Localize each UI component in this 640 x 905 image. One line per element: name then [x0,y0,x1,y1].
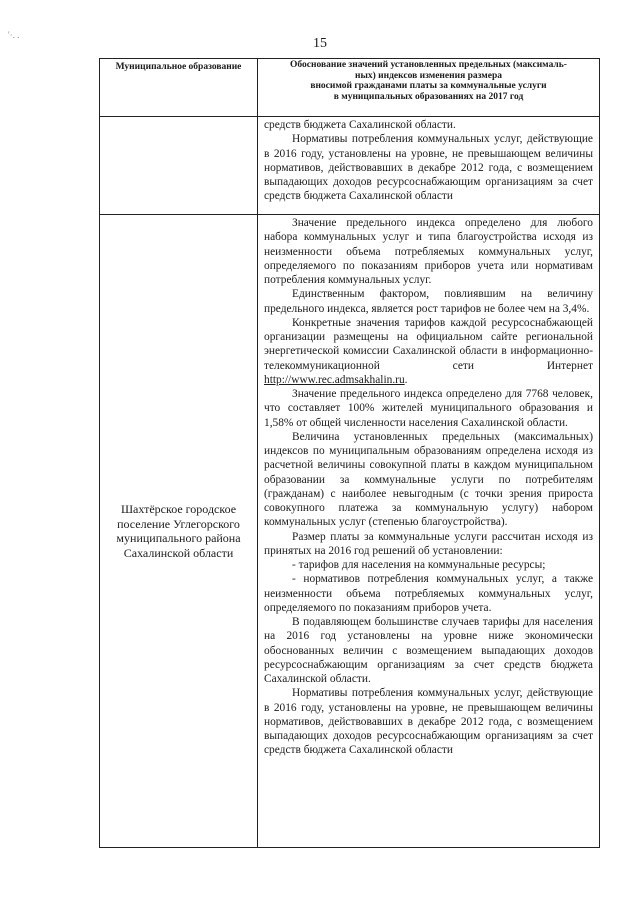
header-line: вносимой гражданами платы за коммунальные услуги [310,81,547,91]
table-row [100,117,600,215]
table-header-row [100,59,600,117]
municipality-cell [100,117,258,215]
paragraph: Значение предельного индекса определено для любого набора коммунальных услуг и типа благоустройства исходя из неизменности объема потребляемых коммунальных услуг, определяемого по показаниям приборов учета или нормативам потребления коммунальных услуг. [264,217,593,286]
paragraph: Размер платы за коммунальные услуги рассчитан исходя из принятых на 2016 год решений об установлении: [264,530,593,557]
rec-website-link[interactable]: http://www.rec.admsakhalin.ru [264,373,405,386]
justification-table [99,58,600,848]
paragraph: Величина установленных предельных (максимальных) индексов по муниципальным образованиям определена исходя из расчетной величины совокупной платы в каждом муниципальном образовании за коммунальные услуги по потребителям (гражданам) с наиболее невыгодным (с точки зрения прироста совокупного платежа за коммунальную услугу) набором коммунальных услуг (степенью благоустройства). [264,430,593,529]
justification-cell [258,117,600,215]
paragraph: - нормативов потребления коммунальных услуг, а также неизменности объема потребляемых коммунальных услуг, определяемого по показаниям приборов учета. [264,573,593,614]
header-municipality: Муниципальное образование [100,59,258,117]
justification-cell [258,215,600,848]
paragraph: Единственным фактором, повлиявшим на величину предельного индекса, является рост тарифов не более чем на 3,4%. [264,288,593,315]
header-justification [258,59,600,117]
paragraph: Нормативы потребления коммунальных услуг, действующие в 2016 году, установлены на уровне, не превышающем величины нормативов, действовавших в декабре 2012 года, с возмещением выпадающих доходов ресурсоснабжающим организациям за счет средств бюджета Сахалинской области [264,687,593,757]
page-number: 15 [313,36,327,51]
tariffs-text: Конкретные значения тарифов каждой ресурсоснабжающей организации размещены на официальном сайте региональной энергетической комиссии Сахалинской области в информационно-телекоммуникационной сети Интернет [264,316,593,372]
tariffs-tail: . [404,373,408,386]
header-line: Обоснование значений установленных предельных (максималь- [290,60,567,70]
header-line: ных) индексов изменения размера [354,70,503,81]
paragraph: - тарифов для населения на коммунальные ресурсы; [292,559,546,571]
table-row [100,215,600,848]
scan-mark: '·. . [8,30,20,40]
paragraph: Значение предельного индекса определено для 7768 человек, что составляет 100% жителей муниципального образования и 1,58% от общей численности населения Сахалинской области. [264,388,593,429]
header-line: в муниципальных образованиях на 2017 год [333,91,524,102]
paragraph: средств бюджета Сахалинской области. [264,119,456,131]
municipality-cell: Шахтёрское городское поселение Углегорского муниципального района Сахалинской области [100,215,258,848]
paragraph: Нормативы потребления коммунальных услуг, действующие в 2016 году, установлены на уровне, не превышающем величины нормативов, действовавших в декабре 2012 года, с возмещением выпадающих доходов ресурсоснабжающим организациям за счет средств бюджета Сахалинской области [264,133,593,203]
paragraph: В подавляющем большинстве случаев тарифы для населения на 2016 год установлены на уровне ниже экономически обоснованных величин с возмещением выпадающих доходов ресурсоснабжающим организациям за счет средств бюджета Сахалинской области. [264,616,593,685]
paragraph [264,316,593,387]
